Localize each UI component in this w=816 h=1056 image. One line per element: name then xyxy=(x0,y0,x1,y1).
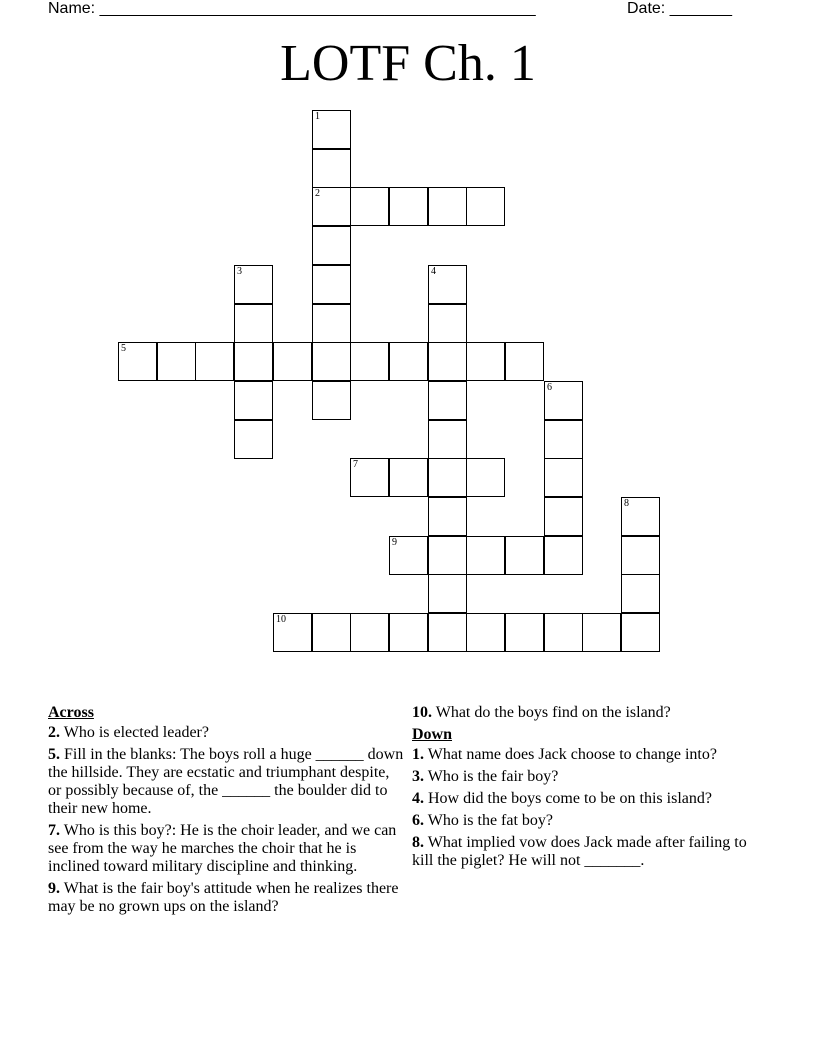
crossword-cell[interactable] xyxy=(118,342,157,381)
crossword-cell[interactable] xyxy=(621,613,660,652)
clue-number-label: 7 xyxy=(353,459,358,470)
crossword-cell[interactable] xyxy=(312,613,351,652)
crossword-cell[interactable] xyxy=(195,342,234,381)
crossword-cell[interactable] xyxy=(428,536,467,575)
crossword-cell[interactable] xyxy=(505,536,544,575)
across-clue: 9. What is the fair boy's attitude when he realizes there may be no grown ups on the island? xyxy=(48,880,399,915)
clue-column-right xyxy=(412,704,762,874)
crossword-cell[interactable] xyxy=(350,613,389,652)
date-field-label: Date: _______ xyxy=(627,0,732,17)
crossword-cell[interactable] xyxy=(312,149,351,188)
clue-number-label: 4 xyxy=(431,266,436,277)
crossword-cell[interactable] xyxy=(234,304,273,343)
crossword-cell[interactable] xyxy=(389,458,428,497)
crossword-cell[interactable] xyxy=(312,265,351,304)
clue-number-label: 2 xyxy=(315,188,320,199)
crossword-cell[interactable] xyxy=(312,110,351,149)
down-clue: 6. Who is the fat boy? xyxy=(412,812,554,829)
down-clue: 4. How did the boys come to be on this island? xyxy=(412,790,712,807)
clue-number-label: 9 xyxy=(392,537,397,548)
crossword-cell[interactable] xyxy=(428,613,467,652)
crossword-cell[interactable] xyxy=(466,613,505,652)
crossword-cell[interactable] xyxy=(544,497,583,536)
crossword-cell[interactable] xyxy=(544,381,583,420)
crossword-cell[interactable] xyxy=(428,187,467,226)
crossword-cell[interactable] xyxy=(466,458,505,497)
across-clue: 10. What do the boys find on the island? xyxy=(412,704,671,721)
crossword-cell[interactable] xyxy=(350,187,389,226)
crossword-cell[interactable] xyxy=(428,574,467,613)
crossword-cell[interactable] xyxy=(428,497,467,536)
clue-number-label: 3 xyxy=(237,266,242,277)
crossword-cell[interactable] xyxy=(505,342,544,381)
clue-number-label: 5 xyxy=(121,343,126,354)
clue-number-label: 6 xyxy=(547,382,552,393)
crossword-cell[interactable] xyxy=(428,420,467,459)
crossword-cell[interactable] xyxy=(312,187,351,226)
crossword-cell[interactable] xyxy=(428,458,467,497)
crossword-cell[interactable] xyxy=(389,187,428,226)
clue-number-label: 1 xyxy=(315,111,320,122)
crossword-cell[interactable] xyxy=(273,613,312,652)
page-title: LOTF Ch. 1 xyxy=(280,35,536,92)
crossword-cell[interactable] xyxy=(544,458,583,497)
down-clue: 3. Who is the fair boy? xyxy=(412,768,559,785)
crossword-cell[interactable] xyxy=(389,536,428,575)
crossword-cell[interactable] xyxy=(544,536,583,575)
crossword-cell[interactable] xyxy=(466,187,505,226)
across-clue: 7. Who is this boy?: He is the choir leader, and we can see from the way he marches the choir that he is inclined toward military discipline and thinking. xyxy=(48,822,397,875)
crossword-cell[interactable] xyxy=(312,226,351,265)
crossword-cell[interactable] xyxy=(234,342,273,381)
crossword-cell[interactable] xyxy=(234,420,273,459)
clue-column-left xyxy=(48,704,406,920)
crossword-cell[interactable] xyxy=(621,574,660,613)
crossword-cell[interactable] xyxy=(428,381,467,420)
crossword-cell[interactable] xyxy=(544,420,583,459)
crossword-cell[interactable] xyxy=(312,304,351,343)
crossword-cell[interactable] xyxy=(621,536,660,575)
crossword-cell[interactable] xyxy=(428,304,467,343)
crossword-cell[interactable] xyxy=(350,458,389,497)
crossword-cell[interactable] xyxy=(505,613,544,652)
across-heading: Across xyxy=(48,704,94,721)
crossword-cell[interactable] xyxy=(389,613,428,652)
crossword-cell[interactable] xyxy=(312,342,351,381)
crossword-cell[interactable] xyxy=(389,342,428,381)
crossword-cell[interactable] xyxy=(621,497,660,536)
crossword-cell[interactable] xyxy=(273,342,312,381)
name-field-label: Name: _________________________________________________ xyxy=(48,0,536,17)
crossword-cell[interactable] xyxy=(234,381,273,420)
down-heading: Down xyxy=(412,726,453,743)
crossword-cell[interactable] xyxy=(466,342,505,381)
crossword-cell[interactable] xyxy=(350,342,389,381)
crossword-cell[interactable] xyxy=(428,265,467,304)
crossword-cell[interactable] xyxy=(428,342,467,381)
crossword-cell[interactable] xyxy=(234,265,273,304)
across-clue: 5. Fill in the blanks: The boys roll a huge ______ down the hillside. They are ecstatic and triumphant despite, or possibly because of, the ______ the boulder did to their new home. xyxy=(48,746,404,817)
clue-number-label: 8 xyxy=(624,498,629,509)
down-clue: 8. What implied vow does Jack made after failing to kill the piglet? He will not _______. xyxy=(412,834,747,869)
crossword-cell[interactable] xyxy=(157,342,196,381)
crossword-cell[interactable] xyxy=(544,613,583,652)
crossword-cell[interactable] xyxy=(312,381,351,420)
clue-number-label: 10 xyxy=(276,614,286,625)
across-clue: 2. Who is elected leader? xyxy=(48,724,209,741)
crossword-cell[interactable] xyxy=(466,536,505,575)
down-clue: 1. What name does Jack choose to change into? xyxy=(412,746,717,763)
crossword-cell[interactable] xyxy=(582,613,621,652)
